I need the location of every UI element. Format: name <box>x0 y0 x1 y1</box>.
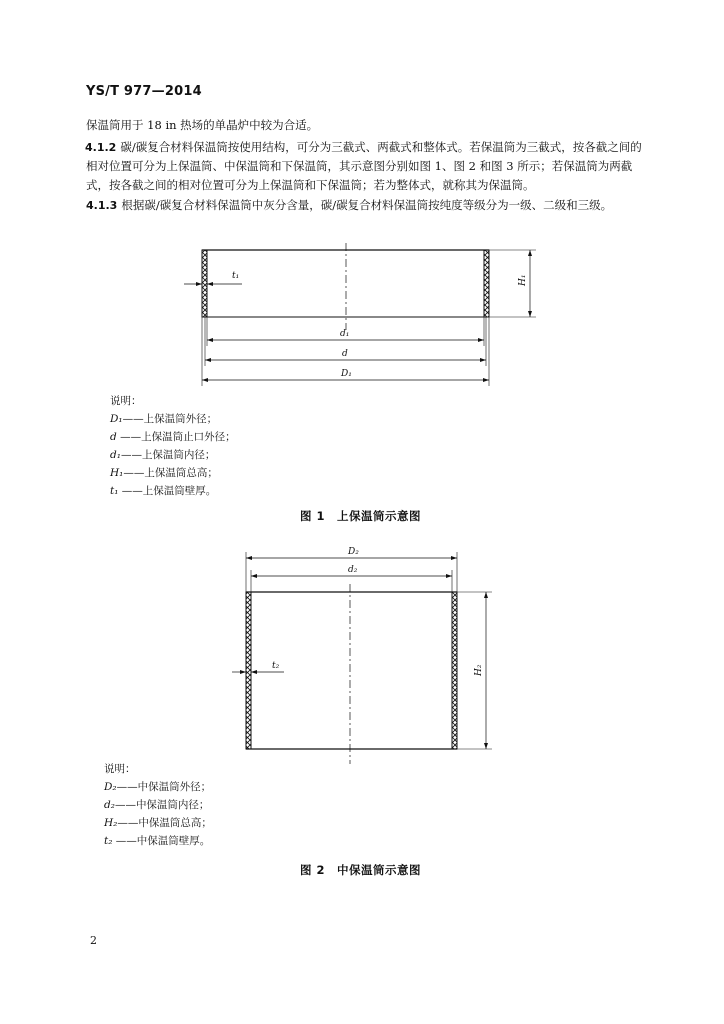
section-number: 4.1.3 <box>86 199 118 212</box>
legend-item: t₂ ——中保温筒壁厚。 <box>104 835 211 847</box>
legend-item: t₁ ——上保温筒壁厚。 <box>110 485 217 497</box>
middle-cylinder-shape <box>246 584 457 764</box>
t2-label: t₂ <box>272 661 280 671</box>
t2-dimension <box>232 661 284 674</box>
upper-cylinder-shape <box>202 243 489 330</box>
legend-item: H₂——中保温筒总高； <box>104 817 212 829</box>
figure-2-legend <box>104 760 212 850</box>
D2-label: D₂ <box>348 547 359 557</box>
h1-dimension <box>489 250 536 317</box>
legend-item: D₂——中保温筒外径； <box>104 781 212 793</box>
h2-dimension <box>457 592 492 749</box>
paragraph-text: 碳/碳复合材料保温筒按使用结构，可分为三截式、两截式和整体式。若保温筒为三截式，按各截之间的相对位置可分为上保温筒、中保温筒和下保温筒，其示意图分别如图 1、图 2 和图 3 所示；若保温筒为两截式，按各截之间的相对位置可分为上保温筒和下保温筒；若为整体式，就称其为保温筒。 <box>86 140 642 192</box>
page-number: 2 <box>90 934 97 947</box>
h1-label: H₁ <box>518 274 528 286</box>
legend-item: d ——上保温筒止口外径； <box>110 431 236 443</box>
legend-title: 说明： <box>104 763 136 775</box>
legend-item: H₁——上保温筒总高； <box>110 467 218 479</box>
figure-1-legend <box>110 392 236 500</box>
legend-item: d₁——上保温筒内径； <box>110 449 216 461</box>
D1-label: D₁ <box>341 369 352 379</box>
paragraph-4-1-2 <box>86 138 646 195</box>
d1-label: d₁ <box>340 329 350 339</box>
legend-title: 说明： <box>110 395 142 407</box>
t1-dimension <box>184 271 242 286</box>
t1-label: t₁ <box>232 271 240 281</box>
standard-id-header: YS/T 977—2014 <box>86 84 202 99</box>
figure-1-diagram <box>180 240 540 390</box>
d2-label: d₂ <box>348 565 358 575</box>
d1-dimension <box>207 317 484 346</box>
h2-label: H₂ <box>474 664 484 676</box>
legend-item: d₂——中保温筒内径； <box>104 799 210 811</box>
d2-dimension <box>251 565 452 592</box>
figure-2-caption: 图 2 中保温筒示意图 <box>300 863 422 877</box>
legend-item: D₁——上保温筒外径； <box>110 413 218 425</box>
paragraph-text: 根据碳/碳复合材料保温筒中灰分含量，碳/碳复合材料保温筒按纯度等级分为一级、二级和三级。 <box>121 198 613 212</box>
paragraph-4-1-3 <box>86 196 646 215</box>
figure-2-diagram <box>230 540 500 770</box>
d-dimension <box>205 317 486 366</box>
section-number: 4.1.2 <box>85 141 117 154</box>
paragraph-intro: 保温筒用于 18 in 热场的单晶炉中较为合适。 <box>86 118 319 132</box>
d-label: d <box>342 349 348 359</box>
figure-1-caption: 图 1 上保温筒示意图 <box>300 509 422 523</box>
